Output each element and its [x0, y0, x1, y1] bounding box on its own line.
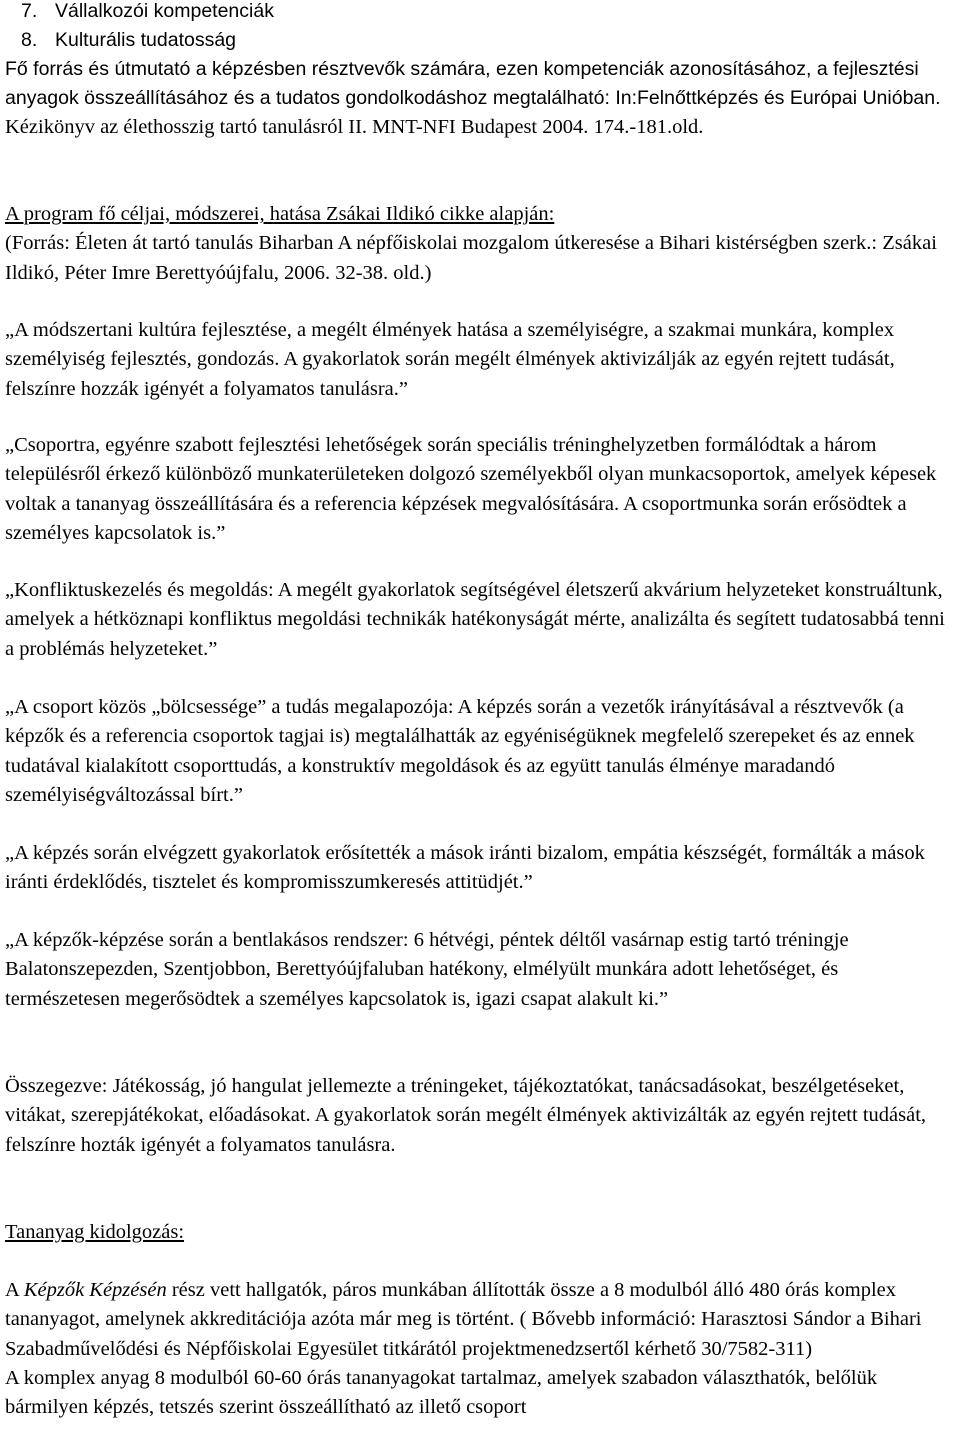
tananyag-heading: Tananyag kidolgozás:: [5, 1221, 185, 1243]
program-source: (Forrás: Életen át tartó tanulás Biharban A népfőiskolai mozgalom útkeresése a Bihari kistérségben szerk.: Zsákai Ildikó, Péter Imre Berettyóújfalu, 2006. 32-38. old.): [5, 232, 937, 284]
quote-paragraph: „A módszertani kultúra fejlesztése, a megélt élmények hatása a személyiségre, a szakmai munkára, komplex személyiség fejlesztés, gondozás. A gyakorlatok során megélt élmények aktivizálják az egyén rejtett tudását, felszínre hozzák igényét a folyamatos tanulásra.”: [5, 319, 895, 400]
quote-paragraph: „A képzők-képzése során a bentlakásos rendszer: 6 hétvégi, péntek déltől vasárnap estig tartó tréningje Balatonszepezden, Szentjobbon, Berettyóújfaluban hatékony, elmélyült munkára adott lehetőséget, és természetesen megerősödtek a személyes kapcsolatok is, igazi csapat alakult ki.”: [5, 929, 849, 1010]
list-number: 7.: [21, 0, 38, 22]
quote-2: [5, 431, 955, 548]
list-item: [5, 0, 955, 26]
tananyag-post: rész vett hallgatók, páros munkában állították össze a 8 modulból álló 480 órás komplex tananyagot, amelynek akkreditációja azóta már meg is történt. ( Bővebb információ: Harasztosi Sándor a Bihari Szabadművelődési és Népfőiskolai Egyesület titkárától projektmenedzsertől kérhető 30/7582-311): [5, 1279, 922, 1360]
tananyag-italic: Képzők Képzésén: [23, 1279, 167, 1301]
quote-6: [5, 926, 955, 1014]
quote-paragraph: „A csoport közös „bölcsessége” a tudás megalapozója: A képzés során a vezetők irányításával a résztvevők (a képzők és a referencia csoportok tagjai is) megtalálhatták az egyéniségüknek megfelelő szerepeket és az ennek tudatával kialakított csoporttudás, a konstruktív megoldások és az együtt tanulás élménye maradandó személyiségváltozással bírt.”: [5, 696, 915, 806]
summary-paragraph: [5, 1072, 955, 1160]
tananyag-pre: A: [5, 1279, 24, 1301]
source-paragraph: [5, 55, 955, 143]
quote-paragraph: „Konfliktuskezelés és megoldás: A megélt gyakorlatok segítségével életszerű akvárium helyzeteket konstruáltunk, amelyek a hétköznapi konfliktus megoldási technikák hatékonyságát mérte, analizálta és segített tudatosabbá tenni a problémás helyzeteket.”: [5, 579, 945, 660]
numbered-list: [5, 0, 955, 55]
source-text-serif: Kézikönyv az élethosszig tartó tanulásról II. MNT-NFI Budapest 2004. 174.-181.old.: [5, 116, 704, 139]
list-text: Vállalkozói kompetenciák: [55, 0, 274, 22]
tananyag-heading-block: [5, 1218, 955, 1247]
list-item: [5, 26, 955, 55]
summary-text: Összegezve: Játékosság, jó hangulat jellemezte a tréningeket, tájékoztatókat, tanácsadásokat, beszélgetéseket, vitákat, szerepjátékokat, előadásokat. A gyakorlatok során megélt élmények aktivizálták az egyén rejtett tudását, felszínre hozták igényét a folyamatos tanulásra.: [5, 1075, 927, 1156]
quote-paragraph: „A képzés során elvégzett gyakorlatok erősítették a mások iránti bizalom, empátia készségét, formálták a mások iránti érdeklődés, tisztelet és kompromisszumkeresés attitüdjét.”: [5, 842, 925, 894]
source-text-sans: Fő forrás és útmutató a képzésben résztvevők számára, ezen kompetenciák azonosításához, a fejlesztési anyagok összeállításához és a tudatos gondolkodáshoz megtalálható: In:Felnőttképzés és Európai Unióban.: [5, 58, 941, 109]
quote-5: [5, 839, 955, 898]
quote-paragraph: „Csoportra, egyénre szabott fejlesztési lehetőségek során speciális tréninghelyzetben formálódtak a három településről érkező különböző munkaterületeken dolgozó személyekből olyan munkacsoportok, amelyek képesek voltak a tananyag összeállítására és a referencia képzések megvalósítására. A csoportmunka során erősödtek a személyes kapcsolatok is.”: [5, 434, 937, 544]
quote-1: [5, 316, 955, 404]
tananyag-section: [5, 1276, 955, 1422]
list-text: Kulturális tudatosság: [55, 29, 237, 51]
tananyag-paragraph-1: [5, 1276, 955, 1364]
program-heading: A program fő céljai, módszerei, hatása Zsákai Ildikó cikke alapján:: [5, 203, 555, 225]
list-number: 8.: [21, 29, 38, 51]
quote-3: [5, 576, 955, 664]
quote-4: [5, 693, 955, 810]
program-section: [5, 200, 955, 288]
competency-list: [5, 0, 955, 55]
tananyag-paragraph-2: A komplex anyag 8 modulból 60-60 órás tananyagokat tartalmaz, amelyek szabadon választhatók, belőlük bármilyen képzés, tetszés szerint összeállítható az illető csoport: [5, 1366, 878, 1419]
